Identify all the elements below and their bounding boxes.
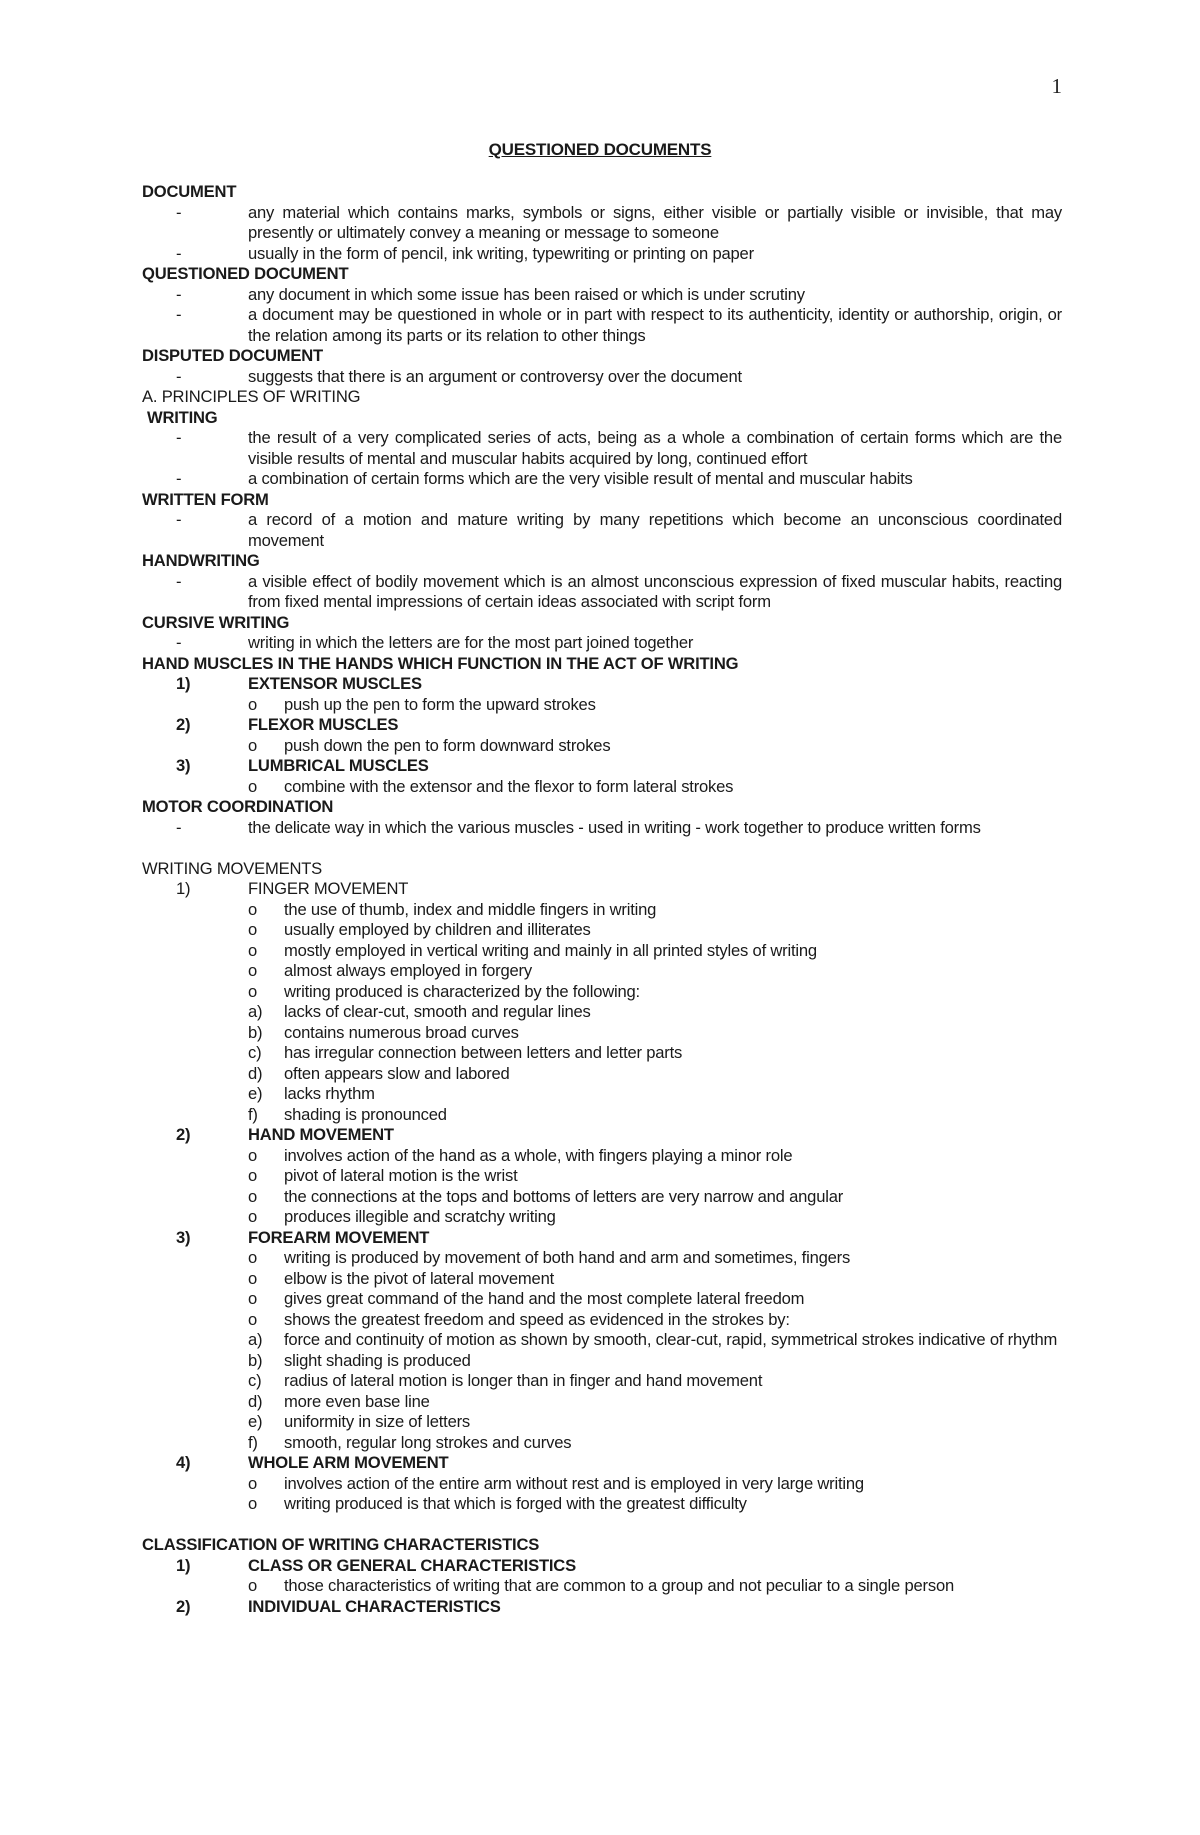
dash-marker: - [176, 305, 182, 324]
lettered-item [142, 1433, 1062, 1454]
letter-marker: a) [248, 1002, 263, 1021]
lettered-item [142, 1330, 1062, 1351]
list-item-text: usually in the form of pencil, ink writing, typewriting or printing on paper [248, 243, 754, 263]
list-item-text: any material which contains marks, symbols or signs, either visible or partially visible or invisible, that may presently or ultimately convey a meaning or message to someone [248, 202, 1062, 242]
bullet-marker: o [248, 694, 258, 714]
bullet-item-text: elbow is the pivot of lateral movement [284, 1268, 555, 1288]
number-marker: 3) [176, 756, 191, 775]
lettered-item-text: shading is pronounced [284, 1104, 447, 1124]
dash-marker: - [176, 202, 182, 222]
list-item-text: the result of a very complicated series of acts, being as a whole a combination of certain forms which are the visible results of mental and muscular habits acquired by long, continued effort [248, 428, 1062, 468]
number-marker: 4) [176, 1453, 191, 1472]
lettered-item-text: radius of lateral motion is longer than in finger and hand movement [284, 1371, 763, 1390]
lettered-item-text: contains numerous broad curves [284, 1022, 519, 1042]
dash-list-item [142, 510, 1062, 551]
bullet-marker: o [248, 1145, 258, 1165]
dash-marker: - [176, 366, 182, 386]
bullet-item [142, 1474, 1062, 1495]
numbered-item [142, 1228, 1062, 1249]
section-heading: QUESTIONED DOCUMENT [142, 264, 349, 283]
bullet-marker: o [248, 1207, 258, 1226]
list-item-text: suggests that there is an argument or controversy over the document [248, 366, 742, 386]
numbered-item [142, 1125, 1062, 1146]
numbered-item [142, 1556, 1062, 1577]
bullet-marker: o [248, 1576, 258, 1595]
bullet-marker: o [248, 981, 258, 1001]
bullet-item-text: combine with the extensor and the flexor to form lateral strokes [284, 776, 734, 796]
list-item-text: a record of a motion and mature writing by many repetitions which become an unconscious coordinated movement [248, 510, 1062, 550]
lettered-item-text: often appears slow and labored [284, 1063, 510, 1083]
bullet-item-text: the use of thumb, index and middle fingers in writing [284, 899, 657, 919]
lettered-item [142, 1043, 1062, 1064]
bullet-marker: o [248, 961, 258, 980]
document-body [142, 182, 1062, 1617]
bullet-item [142, 1310, 1062, 1331]
lettered-item [142, 1023, 1062, 1044]
numbered-item-text: INDIVIDUAL CHARACTERISTICS [248, 1596, 501, 1616]
list-item-text: a document may be questioned in whole or in part with respect to its authenticity, identity or authorship, origin, or the relation among its parts or its relation to other things [248, 305, 1062, 345]
numbered-item-text: LUMBRICAL MUSCLES [248, 756, 429, 775]
section-heading: DOCUMENT [142, 182, 237, 201]
bullet-marker: o [248, 776, 258, 796]
bullet-item-text: shows the greatest freedom and speed as evidenced in the strokes by: [284, 1309, 790, 1329]
bullet-marker: o [248, 1494, 258, 1513]
bullet-marker: o [248, 1248, 258, 1267]
number-marker: 2) [176, 1596, 191, 1616]
section-heading: MOTOR COORDINATION [142, 797, 334, 816]
numbered-item [142, 756, 1062, 777]
section-heading: CURSIVE WRITING [142, 612, 290, 632]
numbered-item [142, 674, 1062, 695]
list-item-text: any document in which some issue has been raised or which is under scrutiny [248, 284, 805, 304]
letter-marker: e) [248, 1084, 263, 1103]
lettered-item-text: force and continuity of motion as shown by smooth, clear-cut, rapid, symmetrical strokes indicative of rhythm [284, 1330, 1058, 1349]
section-heading: HAND MUSCLES IN THE HANDS WHICH FUNCTION IN THE ACT OF WRITING [142, 653, 739, 673]
number-marker: 1) [176, 674, 191, 693]
lettered-item [142, 1105, 1062, 1126]
dash-marker: - [176, 428, 182, 447]
bullet-item [142, 982, 1062, 1003]
bullet-item [142, 1248, 1062, 1269]
lettered-item-text: lacks rhythm [284, 1084, 375, 1103]
bullet-item [142, 1166, 1062, 1187]
numbered-item [142, 879, 1062, 900]
dash-list-item [142, 469, 1062, 490]
bullet-item-text: those characteristics of writing that are common to a group and not peculiar to a single person [284, 1576, 955, 1595]
bullet-item [142, 1289, 1062, 1310]
numbered-item-text: HAND MOVEMENT [248, 1125, 394, 1144]
bullet-marker: o [248, 1309, 258, 1329]
bullet-marker: o [248, 1473, 258, 1493]
bullet-marker: o [248, 735, 258, 755]
bullet-item [142, 920, 1062, 941]
bullet-item [142, 1207, 1062, 1228]
numbered-item-text: FOREARM MOVEMENT [248, 1227, 430, 1247]
page-number: 1 [1051, 74, 1062, 98]
page-title: QUESTIONED DOCUMENTS [488, 140, 712, 159]
dash-list-item [142, 244, 1062, 265]
bullet-marker: o [248, 1268, 258, 1288]
lettered-item-text: more even base line [284, 1391, 430, 1411]
bullet-item [142, 1576, 1062, 1597]
bullet-marker: o [248, 1186, 258, 1206]
letter-marker: f) [248, 1432, 258, 1452]
letter-marker: d) [248, 1063, 263, 1083]
dash-marker: - [176, 633, 182, 652]
bullet-item [142, 1494, 1062, 1515]
number-marker: 3) [176, 1227, 191, 1247]
lettered-item-text: slight shading is produced [284, 1350, 471, 1370]
dash-marker: - [176, 469, 182, 488]
letter-marker: b) [248, 1350, 263, 1370]
list-item-text: writing in which the letters are for the most part joined together [248, 633, 694, 652]
numbered-item-text: FINGER MOVEMENT [248, 879, 409, 898]
dash-list-item [142, 428, 1062, 469]
bullet-item-text: the connections at the tops and bottoms of letters are very narrow and angular [284, 1186, 844, 1206]
blank-line [142, 838, 1062, 859]
section-label: A. PRINCIPLES OF WRITING [142, 387, 361, 406]
dash-marker: - [176, 284, 182, 304]
bullet-item-text: writing is produced by movement of both hand and arm and sometimes, fingers [284, 1248, 851, 1267]
lettered-item [142, 1412, 1062, 1433]
lettered-item [142, 1392, 1062, 1413]
bullet-item [142, 1187, 1062, 1208]
bullet-marker: o [248, 940, 258, 960]
bullet-item-text: involves action of the hand as a whole, with fingers playing a minor role [284, 1145, 793, 1165]
numbered-item-text: EXTENSOR MUSCLES [248, 674, 422, 693]
lettered-item-text: smooth, regular long strokes and curves [284, 1432, 572, 1452]
numbered-item [142, 1597, 1062, 1618]
lettered-item [142, 1064, 1062, 1085]
dash-list-item [142, 285, 1062, 306]
bullet-marker: o [248, 1166, 258, 1185]
bullet-item-text: push up the pen to form the upward strokes [284, 694, 596, 714]
bullet-item-text: writing produced is characterized by the following: [284, 981, 640, 1001]
numbered-item-text: WHOLE ARM MOVEMENT [248, 1453, 449, 1472]
bullet-item-text: produces illegible and scratchy writing [284, 1207, 556, 1226]
letter-marker: d) [248, 1391, 263, 1411]
bullet-item [142, 900, 1062, 921]
bullet-item [142, 1146, 1062, 1167]
bullet-item-text: usually employed by children and illiterates [284, 920, 591, 939]
bullet-marker: o [248, 899, 258, 919]
dash-marker: - [176, 243, 182, 263]
dash-list-item [142, 367, 1062, 388]
blank-line [142, 1515, 1062, 1536]
numbered-item-text: FLEXOR MUSCLES [248, 715, 399, 734]
numbered-item [142, 715, 1062, 736]
section-heading: WRITING [147, 407, 218, 427]
letter-marker: b) [248, 1022, 263, 1042]
section-label: WRITING MOVEMENTS [142, 858, 323, 878]
list-item-text: the delicate way in which the various muscles - used in writing - work together to produce written forms [248, 817, 981, 837]
bullet-item-text: writing produced is that which is forged with the greatest difficulty [284, 1494, 747, 1513]
numbered-item [142, 1453, 1062, 1474]
list-item-text: a combination of certain forms which are the very visible result of mental and muscular habits [248, 469, 913, 488]
letter-marker: a) [248, 1330, 263, 1349]
dash-list-item [142, 633, 1062, 654]
letter-marker: e) [248, 1412, 263, 1431]
number-marker: 1) [176, 1555, 191, 1575]
bullet-item-text: pivot of lateral motion is the wrist [284, 1166, 518, 1185]
dash-list-item [142, 203, 1062, 244]
dash-list-item [142, 818, 1062, 839]
section-heading: HANDWRITING [142, 551, 260, 570]
dash-list-item [142, 572, 1062, 613]
dash-list-item [142, 305, 1062, 346]
dash-marker: - [176, 817, 182, 837]
bullet-item [142, 961, 1062, 982]
bullet-marker: o [248, 920, 258, 939]
bullet-item-text: involves action of the entire arm without rest and is employed in very large writing [284, 1473, 864, 1493]
letter-marker: f) [248, 1104, 258, 1124]
number-marker: 2) [176, 715, 191, 734]
bullet-marker: o [248, 1289, 258, 1308]
lettered-item [142, 1351, 1062, 1372]
bullet-item-text: gives great command of the hand and the most complete lateral freedom [284, 1289, 805, 1308]
bullet-item [142, 695, 1062, 716]
dash-marker: - [176, 510, 182, 529]
dash-marker: - [176, 571, 182, 591]
bullet-item-text: almost always employed in forgery [284, 961, 532, 980]
bullet-item [142, 777, 1062, 798]
list-item-text: a visible effect of bodily movement which is an almost unconscious expression of fixed muscular habits, reacting from fixed mental impressions of certain ideas associated with script form [248, 571, 1062, 611]
lettered-item [142, 1084, 1062, 1105]
lettered-item-text: lacks of clear-cut, smooth and regular lines [284, 1002, 591, 1021]
number-marker: 1) [176, 879, 191, 898]
letter-marker: c) [248, 1371, 262, 1390]
lettered-item [142, 1371, 1062, 1392]
bullet-item-text: mostly employed in vertical writing and mainly in all printed styles of writing [284, 940, 817, 960]
section-heading: CLASSIFICATION OF WRITING CHARACTERISTICS [142, 1535, 540, 1554]
lettered-item-text: has irregular connection between letters and letter parts [284, 1043, 683, 1062]
number-marker: 2) [176, 1125, 191, 1144]
section-heading: WRITTEN FORM [142, 489, 269, 509]
lettered-item-text: uniformity in size of letters [284, 1412, 471, 1431]
bullet-item-text: push down the pen to form downward strokes [284, 735, 611, 755]
section-heading: DISPUTED DOCUMENT [142, 346, 323, 365]
bullet-item [142, 1269, 1062, 1290]
numbered-item-text: CLASS OR GENERAL CHARACTERISTICS [248, 1555, 576, 1575]
bullet-item [142, 736, 1062, 757]
bullet-item [142, 941, 1062, 962]
letter-marker: c) [248, 1043, 262, 1062]
lettered-item [142, 1002, 1062, 1023]
